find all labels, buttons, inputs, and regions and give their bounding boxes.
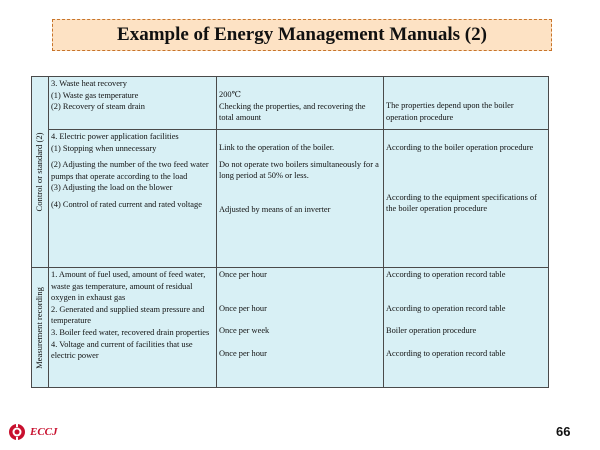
manual-table: [31, 76, 549, 388]
item-cell: 1. Amount of fuel used, amount of feed water, waste gas temperature, amount of residual oxygen in exhaust gas 2. Generated and supplied steam pressure and temperature 3. Boiler feed water, recovered drain properties 4. Voltage and current of facilities that use electric power: [49, 268, 217, 388]
remark-cell: According to the boiler operation procedure According to the equipment specifications of the boiler operation procedure: [384, 130, 549, 268]
page-number: 66: [556, 424, 571, 439]
logo-text: ECCJ: [30, 426, 58, 438]
title-banner: [52, 19, 552, 51]
frequency-cell: Once per hour Once per hour Once per week Once per hour: [217, 268, 384, 388]
remark-cell: According to operation record table According to operation record table Boiler operation procedure According to operation record table: [384, 268, 549, 388]
item-cell: 4. Electric power application facilities (1) Stopping when unnecessary (2) Adjusting the number of the two feed water pumps that operate according to the load (3) Adjusting the load on the blower (4) Control of rated current and rated voltage: [49, 130, 217, 268]
section-label-measurement: Measurement recording: [32, 268, 49, 388]
standard-cell: Link to the operation of the boiler. Do not operate two boilers simultaneously for a long period at 50% or less. Adjusted by means of an inverter: [217, 130, 384, 268]
remark-cell: The properties depend upon the boiler operation procedure: [384, 77, 549, 130]
table-row: [32, 77, 549, 130]
item-cell: 3. Waste heat recovery (1) Waste gas temperature (2) Recovery of steam drain: [49, 77, 217, 130]
standard-cell: 200℃ Checking the properties, and recovering the total amount: [217, 77, 384, 130]
eccj-emblem-icon: [8, 423, 26, 441]
eccj-logo: [8, 422, 58, 442]
table-row: [32, 268, 549, 388]
table-row: [32, 130, 549, 268]
section-label-control: Control or standard (2): [32, 77, 49, 268]
page-title: Example of Energy Management Manuals (2): [117, 24, 487, 45]
